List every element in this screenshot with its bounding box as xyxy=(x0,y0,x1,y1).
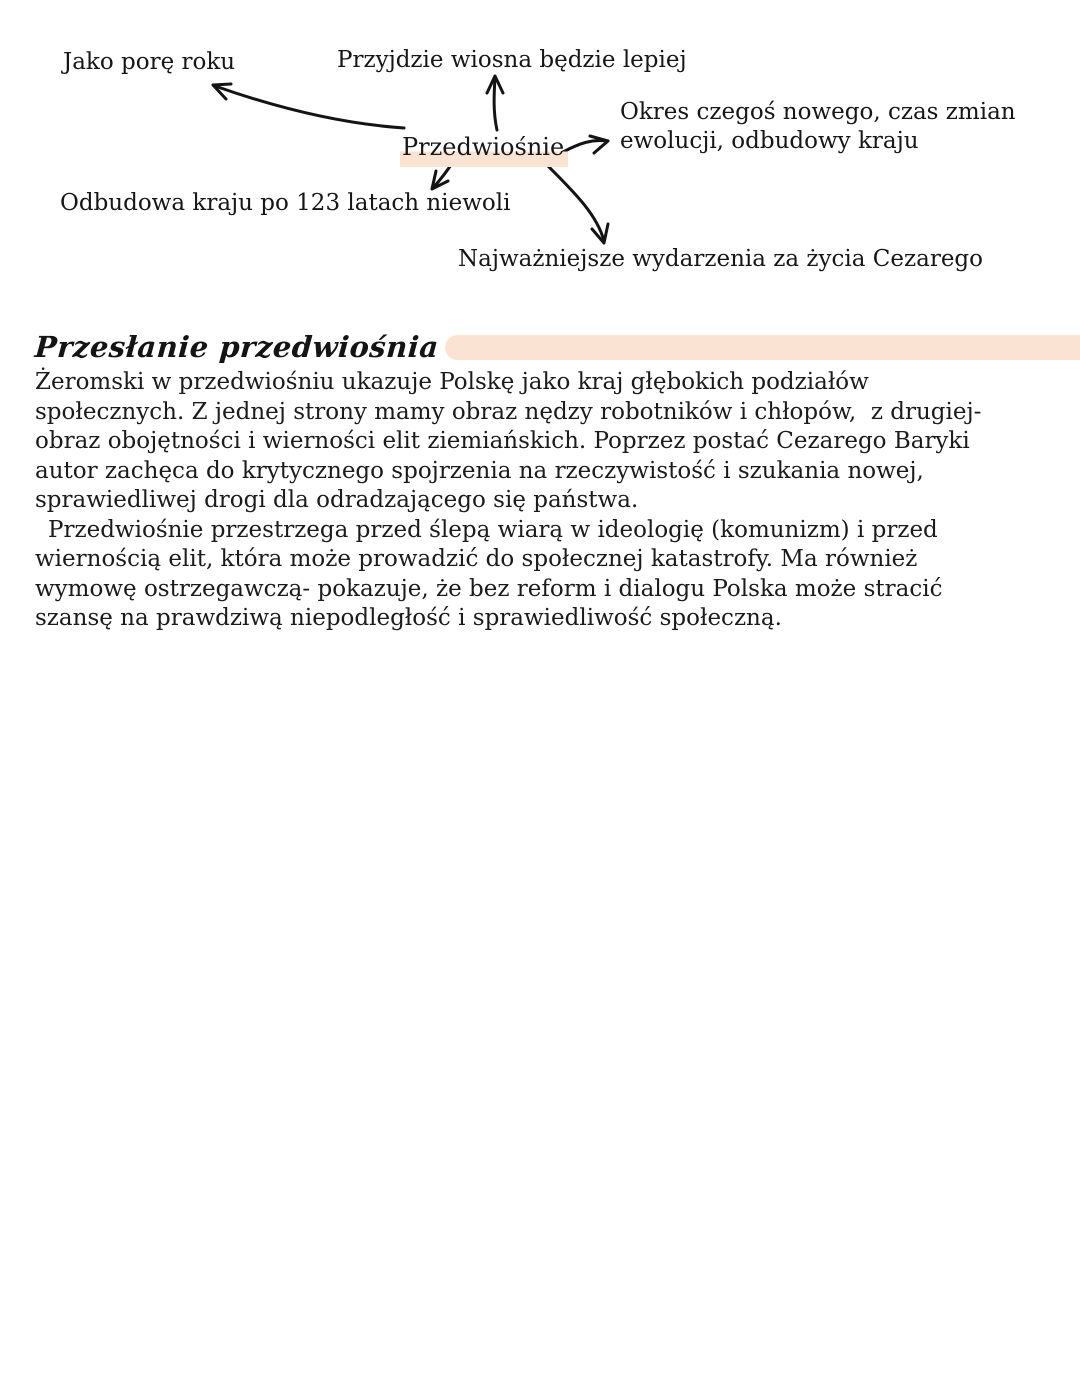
paragraph-1: Żeromski w przedwiośniu ukazuje Polskę jako kraj głębokich podziałów społecznych. Z jednej strony mamy obraz nędzy robotników i chłopów, z drugiej- obraz obojętności i wierności elit ziemiańskich. Poprzez postać Cezarego Baryki autor zachęca do krytycznego spojrzenia na rzeczywistość i szukania nowej, sprawiedliwej drogi dla odradzającego się państwa. xyxy=(35,369,989,513)
mindmap-node-period xyxy=(620,98,1016,156)
arrow-to-period xyxy=(563,136,608,153)
mindmap-node-period-line1: Okres czegoś nowego, czas zmian xyxy=(620,99,1016,125)
message-section xyxy=(0,330,1080,634)
section-heading-row xyxy=(35,330,1080,364)
mindmap xyxy=(0,0,1080,310)
paragraph-2: Przedwiośnie przestrzega przed ślepą wiarą w ideologię (komunizm) i przed wiernością elit, która może prowadzić do społecznej katastrofy. Ma również wymowę ostrzegawczą- pokazuje, że bez reform i dialogu Polska może stracić szansę na prawdziwą niepodległość i sprawiedliwość społeczną. xyxy=(35,516,950,631)
heading-highlight-strip xyxy=(445,335,1080,360)
arrow-to-events xyxy=(546,164,608,243)
mindmap-node-season: Jako porę roku xyxy=(63,49,236,75)
mindmap-node-period-line2: ewolucji, odbudowy kraju xyxy=(620,128,919,154)
arrow-to-spring xyxy=(487,76,503,130)
section-heading: Przesłanie przedwiośnia xyxy=(33,330,440,364)
mindmap-node-events: Najważniejsze wydarzenia za życia Cezarego xyxy=(458,246,984,272)
mindmap-center-node: Przedwiośnie xyxy=(400,133,568,167)
mindmap-node-rebuild: Odbudowa kraju po 123 latach niewoli xyxy=(60,190,511,216)
mindmap-node-spring: Przyjdzie wiosna będzie lepiej xyxy=(337,47,687,73)
arrow-to-season xyxy=(213,84,404,128)
